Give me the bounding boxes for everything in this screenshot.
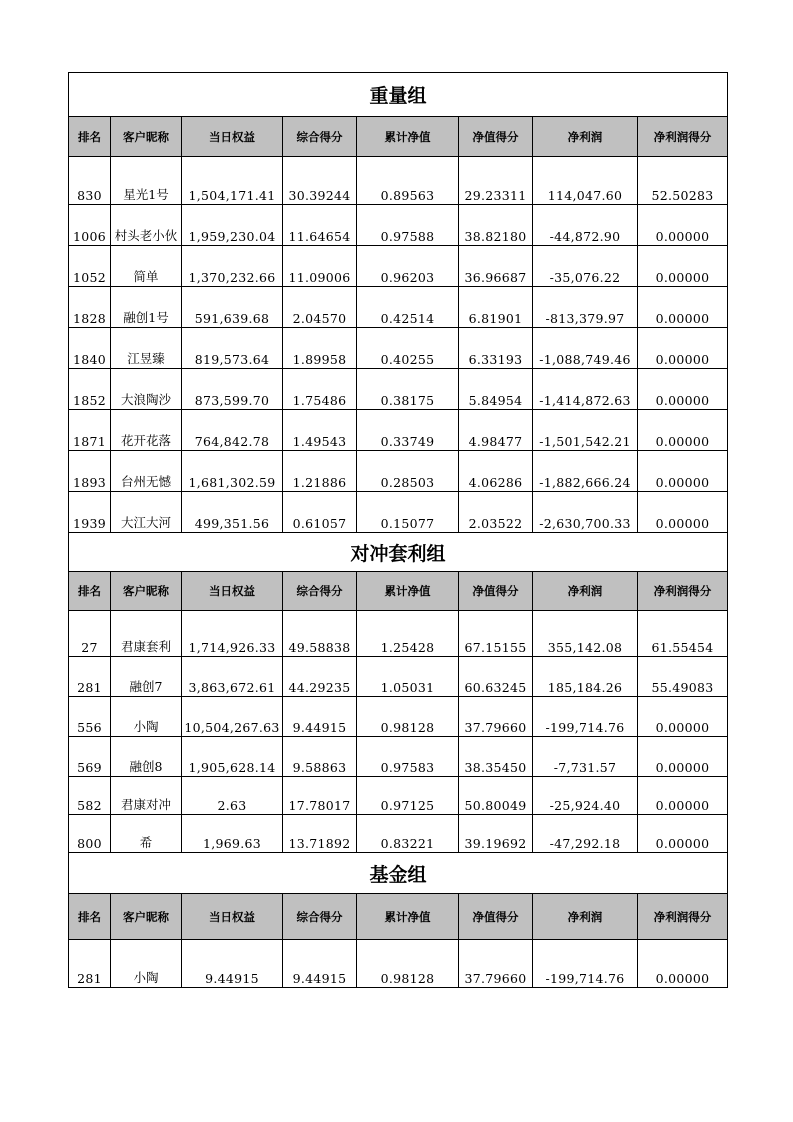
nav-score-cell: 2.03522 [459, 492, 533, 533]
header-composite-score: 综合得分 [283, 117, 357, 157]
nav-score-cell: 37.79660 [459, 697, 533, 737]
composite-score-cell: 17.78017 [283, 777, 357, 815]
net-profit-score-cell: 0.00000 [638, 410, 728, 451]
equity-cell: 591,639.68 [182, 287, 283, 328]
equity-cell: 1,504,171.41 [182, 157, 283, 205]
header-equity: 当日权益 [182, 572, 283, 611]
equity-cell: 10,504,267.63 [182, 697, 283, 737]
header-net-profit-score: 净利润得分 [638, 894, 728, 940]
nickname-cell: 希 [111, 815, 182, 853]
group-title: 重量组 [69, 73, 728, 117]
nav-score-cell: 60.63245 [459, 657, 533, 697]
nav-score-cell: 39.19692 [459, 815, 533, 853]
table-row [69, 657, 728, 697]
table-row [69, 410, 728, 451]
header-composite-score: 综合得分 [283, 572, 357, 611]
equity-cell: 764,842.78 [182, 410, 283, 451]
cumulative-nav-cell: 0.89563 [357, 157, 459, 205]
nav-score-cell: 5.84954 [459, 369, 533, 410]
net-profit-cell: -1,501,542.21 [533, 410, 638, 451]
header-nickname: 客户昵称 [111, 572, 182, 611]
nav-score-cell: 29.23311 [459, 157, 533, 205]
group-title: 对冲套利组 [69, 533, 728, 572]
group-title-row [69, 533, 728, 572]
header-cumulative-nav: 累计净值 [357, 117, 459, 157]
ranking-table [68, 72, 728, 988]
ranking-document [68, 72, 728, 988]
equity-cell: 1,714,926.33 [182, 611, 283, 657]
composite-score-cell: 0.61057 [283, 492, 357, 533]
cumulative-nav-cell: 0.15077 [357, 492, 459, 533]
column-header-row [69, 572, 728, 611]
rank-cell: 556 [69, 697, 111, 737]
nickname-cell: 君康套利 [111, 611, 182, 657]
header-cumulative-nav: 累计净值 [357, 572, 459, 611]
header-net-profit-score: 净利润得分 [638, 572, 728, 611]
nickname-cell: 大浪陶沙 [111, 369, 182, 410]
net-profit-cell: -44,872.90 [533, 205, 638, 246]
rank-cell: 830 [69, 157, 111, 205]
net-profit-score-cell: 0.00000 [638, 777, 728, 815]
equity-cell: 1,681,302.59 [182, 451, 283, 492]
rank-cell: 27 [69, 611, 111, 657]
nav-score-cell: 67.15155 [459, 611, 533, 657]
nav-score-cell: 38.35450 [459, 737, 533, 777]
equity-cell: 1,969.63 [182, 815, 283, 853]
net-profit-cell: -7,731.57 [533, 737, 638, 777]
net-profit-score-cell: 52.50283 [638, 157, 728, 205]
cumulative-nav-cell: 0.40255 [357, 328, 459, 369]
cumulative-nav-cell: 1.25428 [357, 611, 459, 657]
table-row [69, 328, 728, 369]
cumulative-nav-cell: 0.28503 [357, 451, 459, 492]
net-profit-cell: -47,292.18 [533, 815, 638, 853]
composite-score-cell: 30.39244 [283, 157, 357, 205]
nickname-cell: 星光1号 [111, 157, 182, 205]
composite-score-cell: 1.21886 [283, 451, 357, 492]
net-profit-score-cell: 0.00000 [638, 205, 728, 246]
nickname-cell: 小陶 [111, 940, 182, 988]
net-profit-score-cell: 0.00000 [638, 940, 728, 988]
cumulative-nav-cell: 0.97125 [357, 777, 459, 815]
cumulative-nav-cell: 0.42514 [357, 287, 459, 328]
nav-score-cell: 6.33193 [459, 328, 533, 369]
net-profit-cell: -1,414,872.63 [533, 369, 638, 410]
equity-cell: 9.44915 [182, 940, 283, 988]
nav-score-cell: 36.96687 [459, 246, 533, 287]
net-profit-cell: -813,379.97 [533, 287, 638, 328]
net-profit-cell: -199,714.76 [533, 940, 638, 988]
rank-cell: 1052 [69, 246, 111, 287]
rank-cell: 1893 [69, 451, 111, 492]
net-profit-cell: 185,184.26 [533, 657, 638, 697]
composite-score-cell: 1.49543 [283, 410, 357, 451]
header-nav-score: 净值得分 [459, 117, 533, 157]
nav-score-cell: 6.81901 [459, 287, 533, 328]
composite-score-cell: 11.64654 [283, 205, 357, 246]
group-title-row [69, 73, 728, 117]
table-row [69, 492, 728, 533]
nickname-cell: 融创1号 [111, 287, 182, 328]
table-row [69, 815, 728, 853]
nickname-cell: 融创7 [111, 657, 182, 697]
net-profit-score-cell: 0.00000 [638, 287, 728, 328]
header-rank: 排名 [69, 894, 111, 940]
net-profit-cell: -1,882,666.24 [533, 451, 638, 492]
nickname-cell: 君康对冲 [111, 777, 182, 815]
composite-score-cell: 9.44915 [283, 697, 357, 737]
table-row [69, 777, 728, 815]
equity-cell: 2.63 [182, 777, 283, 815]
cumulative-nav-cell: 0.97588 [357, 205, 459, 246]
header-cumulative-nav: 累计净值 [357, 894, 459, 940]
table-row [69, 611, 728, 657]
equity-cell: 1,905,628.14 [182, 737, 283, 777]
net-profit-score-cell: 0.00000 [638, 369, 728, 410]
net-profit-score-cell: 0.00000 [638, 451, 728, 492]
rank-cell: 569 [69, 737, 111, 777]
composite-score-cell: 9.58863 [283, 737, 357, 777]
table-row [69, 246, 728, 287]
rank-cell: 281 [69, 657, 111, 697]
rank-cell: 1840 [69, 328, 111, 369]
column-header-row [69, 117, 728, 157]
composite-score-cell: 49.58838 [283, 611, 357, 657]
net-profit-score-cell: 0.00000 [638, 492, 728, 533]
group-title: 基金组 [69, 853, 728, 894]
net-profit-score-cell: 0.00000 [638, 697, 728, 737]
header-rank: 排名 [69, 117, 111, 157]
composite-score-cell: 9.44915 [283, 940, 357, 988]
header-nickname: 客户昵称 [111, 894, 182, 940]
header-net-profit: 净利润 [533, 894, 638, 940]
equity-cell: 3,863,672.61 [182, 657, 283, 697]
table-row [69, 697, 728, 737]
table-row [69, 737, 728, 777]
rank-cell: 281 [69, 940, 111, 988]
table-row [69, 287, 728, 328]
header-equity: 当日权益 [182, 117, 283, 157]
header-nickname: 客户昵称 [111, 117, 182, 157]
composite-score-cell: 2.04570 [283, 287, 357, 328]
nickname-cell: 大江大河 [111, 492, 182, 533]
net-profit-cell: 355,142.08 [533, 611, 638, 657]
cumulative-nav-cell: 0.96203 [357, 246, 459, 287]
net-profit-score-cell: 61.55454 [638, 611, 728, 657]
cumulative-nav-cell: 1.05031 [357, 657, 459, 697]
net-profit-score-cell: 0.00000 [638, 815, 728, 853]
table-row [69, 940, 728, 988]
nickname-cell: 江昱臻 [111, 328, 182, 369]
rank-cell: 800 [69, 815, 111, 853]
composite-score-cell: 11.09006 [283, 246, 357, 287]
net-profit-score-cell: 55.49083 [638, 657, 728, 697]
nav-score-cell: 4.06286 [459, 451, 533, 492]
equity-cell: 873,599.70 [182, 369, 283, 410]
composite-score-cell: 44.29235 [283, 657, 357, 697]
nickname-cell: 简单 [111, 246, 182, 287]
header-nav-score: 净值得分 [459, 894, 533, 940]
equity-cell: 819,573.64 [182, 328, 283, 369]
rank-cell: 1871 [69, 410, 111, 451]
composite-score-cell: 13.71892 [283, 815, 357, 853]
nav-score-cell: 38.82180 [459, 205, 533, 246]
header-net-profit-score: 净利润得分 [638, 117, 728, 157]
table-row [69, 451, 728, 492]
net-profit-cell: -35,076.22 [533, 246, 638, 287]
rank-cell: 1828 [69, 287, 111, 328]
nickname-cell: 花开花落 [111, 410, 182, 451]
net-profit-score-cell: 0.00000 [638, 737, 728, 777]
header-net-profit: 净利润 [533, 117, 638, 157]
composite-score-cell: 1.75486 [283, 369, 357, 410]
group-title-row [69, 853, 728, 894]
table-row [69, 205, 728, 246]
rank-cell: 582 [69, 777, 111, 815]
cumulative-nav-cell: 0.97583 [357, 737, 459, 777]
rank-cell: 1006 [69, 205, 111, 246]
net-profit-cell: -2,630,700.33 [533, 492, 638, 533]
header-nav-score: 净值得分 [459, 572, 533, 611]
nickname-cell: 村头老小伙 [111, 205, 182, 246]
equity-cell: 499,351.56 [182, 492, 283, 533]
net-profit-cell: -1,088,749.46 [533, 328, 638, 369]
table-row [69, 369, 728, 410]
rank-cell: 1939 [69, 492, 111, 533]
net-profit-cell: -25,924.40 [533, 777, 638, 815]
header-composite-score: 综合得分 [283, 894, 357, 940]
equity-cell: 1,959,230.04 [182, 205, 283, 246]
nickname-cell: 融创8 [111, 737, 182, 777]
nav-score-cell: 50.80049 [459, 777, 533, 815]
cumulative-nav-cell: 0.38175 [357, 369, 459, 410]
net-profit-cell: -199,714.76 [533, 697, 638, 737]
nickname-cell: 小陶 [111, 697, 182, 737]
equity-cell: 1,370,232.66 [182, 246, 283, 287]
net-profit-cell: 114,047.60 [533, 157, 638, 205]
header-net-profit: 净利润 [533, 572, 638, 611]
column-header-row [69, 894, 728, 940]
cumulative-nav-cell: 0.33749 [357, 410, 459, 451]
nav-score-cell: 4.98477 [459, 410, 533, 451]
net-profit-score-cell: 0.00000 [638, 246, 728, 287]
rank-cell: 1852 [69, 369, 111, 410]
cumulative-nav-cell: 0.98128 [357, 940, 459, 988]
header-rank: 排名 [69, 572, 111, 611]
net-profit-score-cell: 0.00000 [638, 328, 728, 369]
header-equity: 当日权益 [182, 894, 283, 940]
cumulative-nav-cell: 0.83221 [357, 815, 459, 853]
cumulative-nav-cell: 0.98128 [357, 697, 459, 737]
nav-score-cell: 37.79660 [459, 940, 533, 988]
composite-score-cell: 1.89958 [283, 328, 357, 369]
nickname-cell: 台州无憾 [111, 451, 182, 492]
table-row [69, 157, 728, 205]
